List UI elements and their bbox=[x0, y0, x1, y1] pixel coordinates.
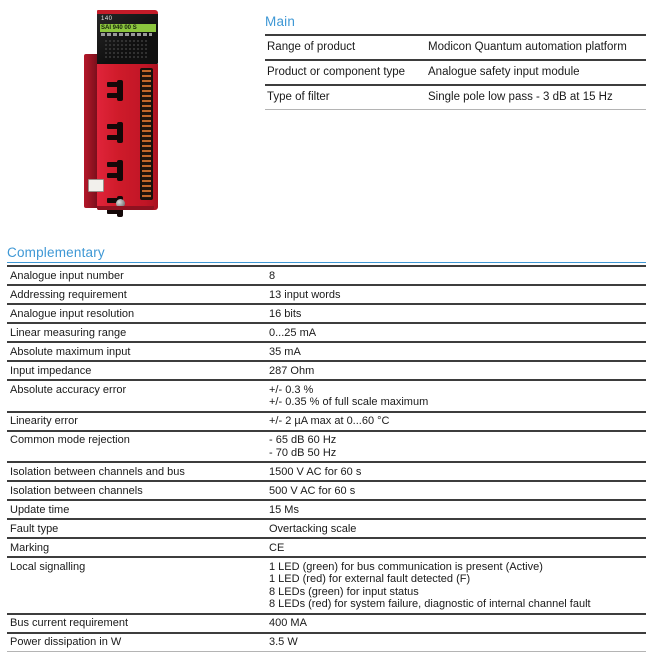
module-sub-label bbox=[101, 33, 152, 36]
module-body bbox=[97, 64, 158, 210]
complementary-section-title: Complementary bbox=[7, 245, 646, 263]
spec-value: Single pole low pass - 3 dB at 15 Hz bbox=[428, 91, 613, 103]
module-terminal-strip bbox=[140, 68, 153, 200]
spec-row bbox=[7, 360, 646, 379]
spec-value: 3.5 W bbox=[269, 636, 298, 648]
spec-label: Absolute accuracy error bbox=[10, 383, 127, 396]
spec-label: Input impedance bbox=[10, 364, 92, 377]
spec-row bbox=[7, 613, 646, 632]
spec-value: 13 input words bbox=[269, 288, 341, 301]
spec-row bbox=[7, 499, 646, 518]
spec-value: - 65 dB 60 Hz - 70 dB 50 Hz bbox=[269, 434, 337, 459]
module-model-stripe: SAI 940 00 S bbox=[100, 24, 156, 32]
main-spec-table bbox=[265, 34, 646, 110]
spec-value: 0...25 mA bbox=[269, 326, 317, 339]
module-base-edge bbox=[97, 206, 154, 210]
spec-value: 500 V AC for 60 s bbox=[269, 484, 356, 497]
spec-value: 400 MA bbox=[269, 617, 307, 629]
spec-label: Product or component type bbox=[267, 66, 406, 78]
spec-row bbox=[7, 379, 646, 411]
spec-value: 8 bbox=[269, 269, 276, 282]
module-slot bbox=[107, 122, 125, 143]
spec-row bbox=[7, 632, 646, 651]
spec-label: Analogue input resolution bbox=[10, 307, 135, 320]
spec-row bbox=[265, 59, 646, 84]
spec-row bbox=[7, 556, 646, 613]
spec-label: Analogue input number bbox=[10, 269, 124, 282]
spec-label: Linearity error bbox=[10, 415, 78, 427]
product-image bbox=[84, 10, 158, 210]
spec-label: Type of filter bbox=[267, 91, 330, 103]
main-section-title: Main bbox=[265, 14, 296, 29]
spec-value: 35 mA bbox=[269, 345, 301, 358]
spec-row bbox=[7, 518, 646, 537]
spec-label: Isolation between channels and bus bbox=[10, 465, 185, 478]
spec-value: 1 LED (green) for bus communication is present (Active) 1 LED (red) for external fault detected (F) 8 LEDs (green) for input status 8 LEDs (red) for system failure, diagnostic of internal channel fault bbox=[269, 560, 591, 610]
spec-label: Local signalling bbox=[10, 560, 86, 573]
spec-label: Marking bbox=[10, 541, 50, 554]
spec-value: Modicon Quantum automation platform bbox=[428, 41, 627, 53]
spec-row bbox=[7, 322, 646, 341]
spec-value: 15 Ms bbox=[269, 503, 299, 516]
spec-value: Analogue safety input module bbox=[428, 66, 580, 78]
module-slot bbox=[107, 160, 125, 181]
spec-value: 287 Ohm bbox=[269, 364, 315, 377]
spec-row bbox=[7, 537, 646, 556]
spec-label: Range of product bbox=[267, 41, 356, 53]
module-bottom-label bbox=[88, 179, 104, 192]
spec-row bbox=[7, 461, 646, 480]
spec-row bbox=[265, 34, 646, 59]
spec-row bbox=[7, 284, 646, 303]
spec-label: Isolation between channels bbox=[10, 484, 143, 497]
spec-row bbox=[7, 341, 646, 360]
spec-row bbox=[7, 430, 646, 462]
spec-row bbox=[7, 265, 646, 284]
spec-value: +/- 0.3 % +/- 0.35 % of full scale maximum bbox=[269, 383, 429, 408]
spec-value: +/- 2 µA max at 0...60 °C bbox=[269, 415, 390, 427]
spec-row bbox=[7, 303, 646, 322]
module-led-vent-grid bbox=[104, 39, 149, 59]
spec-row bbox=[7, 411, 646, 430]
spec-label: Common mode rejection bbox=[10, 434, 130, 446]
spec-label: Addressing requirement bbox=[10, 288, 127, 301]
complementary-spec-table bbox=[7, 265, 646, 652]
spec-label: Fault type bbox=[10, 522, 59, 535]
spec-label: Power dissipation in W bbox=[10, 636, 122, 648]
spec-value: CE bbox=[269, 541, 285, 554]
spec-label: Absolute maximum input bbox=[10, 345, 131, 358]
main-section bbox=[265, 14, 646, 110]
module-display-cap bbox=[97, 10, 158, 64]
spec-row bbox=[265, 84, 646, 109]
module-model-prefix: 140 bbox=[101, 16, 113, 22]
spec-value: 1500 V AC for 60 s bbox=[269, 465, 362, 478]
module-slot bbox=[107, 80, 125, 101]
spec-label: Bus current requirement bbox=[10, 617, 128, 629]
spec-value: 16 bits bbox=[269, 307, 302, 320]
spec-label: Update time bbox=[10, 503, 70, 516]
spec-label: Linear measuring range bbox=[10, 326, 127, 339]
spec-value: Overtacking scale bbox=[269, 522, 357, 535]
spec-row bbox=[7, 480, 646, 499]
complementary-section bbox=[7, 245, 646, 652]
